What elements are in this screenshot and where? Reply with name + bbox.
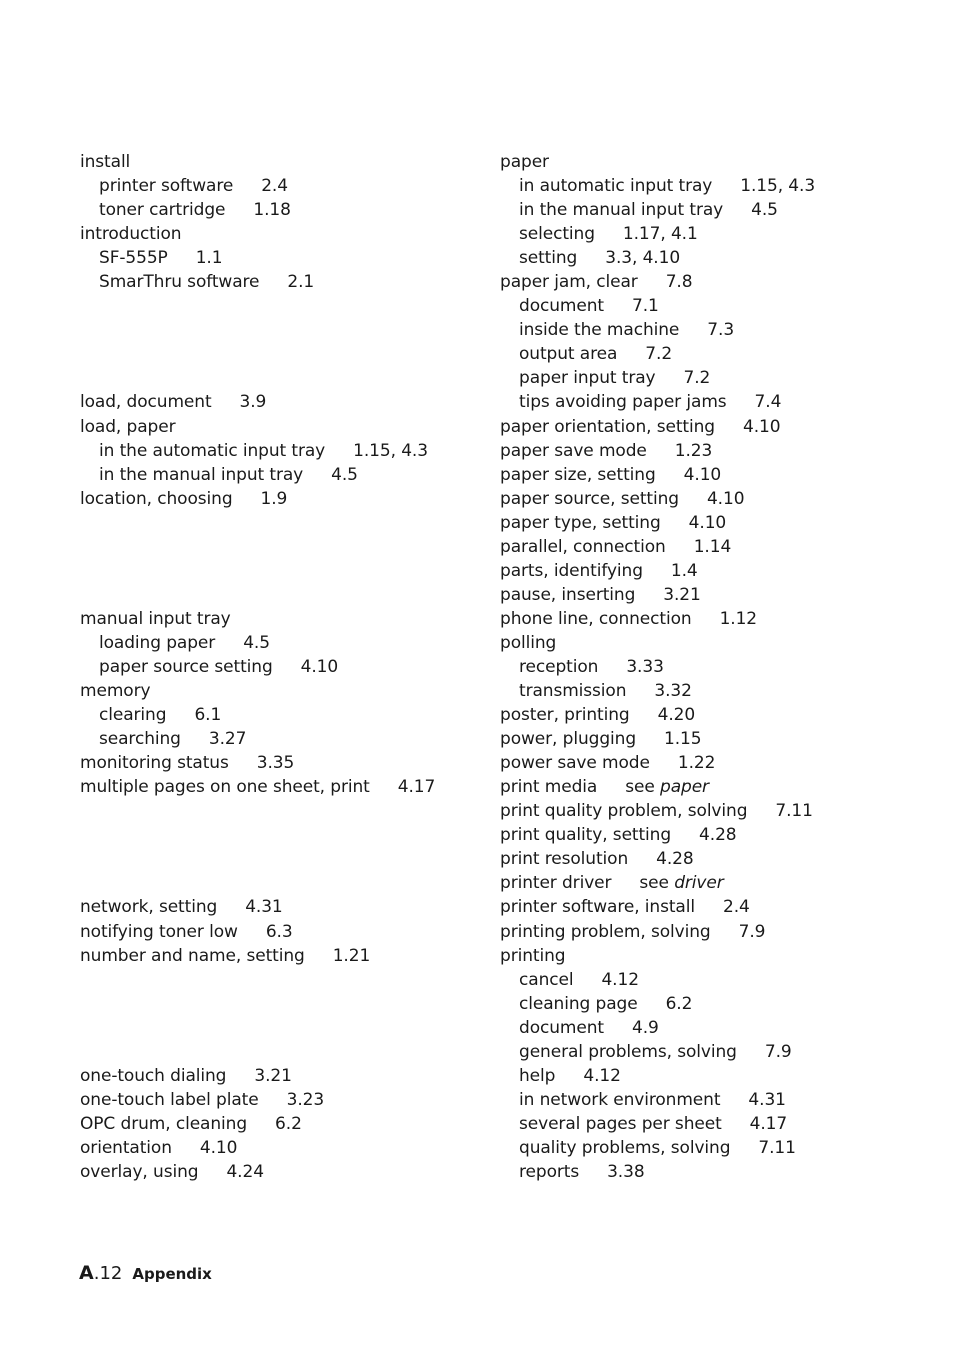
index-spacer — [80, 847, 490, 871]
index-entry — [80, 415, 490, 439]
index-spacer — [80, 511, 490, 535]
index-page-ref: 4.20 — [657, 705, 696, 726]
index-entry — [500, 823, 940, 847]
index-term: several pages per sheet — [519, 1113, 722, 1134]
index-entry — [500, 439, 940, 463]
index-page-ref: 3.27 — [208, 729, 247, 750]
index-page-ref: 1.9 — [260, 488, 288, 509]
page-footer — [79, 1262, 212, 1284]
index-page-ref: 1.17, 4.1 — [622, 224, 698, 245]
index-term: power, plugging — [500, 729, 637, 750]
index-entry — [500, 511, 940, 535]
index-term: polling — [500, 632, 557, 653]
index-spacer — [80, 342, 490, 366]
index-page-ref: 4.12 — [583, 1065, 621, 1086]
index-term: transmission — [519, 681, 627, 702]
index-term: tips avoiding paper jams — [519, 392, 727, 413]
index-page-ref: 4.5 — [331, 464, 358, 485]
index-subentry — [500, 1112, 940, 1136]
index-spacer — [80, 799, 490, 823]
index-page-ref: 7.4 — [754, 392, 782, 413]
index-term: one-touch dialing — [80, 1065, 227, 1086]
index-entry — [500, 463, 940, 487]
index-subentry — [500, 1088, 940, 1112]
index-term: in automatic input tray — [519, 176, 713, 197]
index-page-ref: 4.28 — [656, 849, 694, 870]
index-subentry — [80, 655, 490, 679]
index-subentry — [500, 992, 940, 1016]
index-page-ref: 7.11 — [758, 1137, 796, 1158]
index-term: print media — [500, 777, 598, 798]
index-spacer — [80, 559, 490, 583]
index-page-ref: 3.38 — [607, 1161, 645, 1182]
index-term: install — [80, 152, 131, 172]
index-term: searching — [99, 729, 181, 750]
footer-page-number: .12 — [93, 1263, 123, 1284]
index-term: one-touch label plate — [80, 1089, 259, 1110]
index-entry — [500, 703, 940, 727]
index-term: printing problem, solving — [500, 921, 711, 942]
index-see-term: driver — [674, 873, 724, 894]
index-subentry — [80, 727, 490, 751]
index-page-ref: 7.1 — [631, 296, 659, 317]
index-term: paper jam, clear — [500, 272, 638, 293]
index-term: overlay, using — [80, 1161, 199, 1182]
index-subentry — [500, 342, 940, 366]
index-page-ref: 1.15, 4.3 — [353, 440, 428, 461]
index-see-label: see — [625, 777, 655, 798]
index-subentry — [500, 1016, 940, 1040]
index-term: load, document — [80, 392, 212, 413]
index-term: SF-555P — [99, 248, 168, 269]
index-subentry — [500, 390, 940, 414]
index-page-ref: 1.22 — [677, 753, 716, 774]
index-spacer — [80, 871, 490, 895]
index-term: print quality, setting — [500, 825, 672, 846]
index-term: clearing — [99, 705, 167, 726]
index-page-ref: 1.15, 4.3 — [740, 176, 816, 197]
index-term: introduction — [80, 224, 182, 245]
index-page-ref: 1.21 — [332, 945, 371, 966]
index-term: general problems, solving — [519, 1041, 737, 1062]
index-subentry — [500, 1136, 940, 1160]
index-term: load, paper — [80, 416, 176, 437]
index-term: printer software, install — [500, 897, 695, 918]
index-subentry — [500, 294, 940, 318]
index-term: multiple pages on one sheet, print — [80, 777, 370, 798]
index-term: parts, identifying — [500, 560, 643, 581]
index-entry — [80, 679, 490, 703]
index-term: cancel — [519, 969, 574, 990]
index-entry — [500, 150, 940, 174]
index-page-ref: 7.9 — [764, 1041, 792, 1062]
index-entry — [500, 871, 940, 895]
index-term: print resolution — [500, 849, 629, 870]
index-term: OPC drum, cleaning — [80, 1113, 248, 1134]
index-term: paper orientation, setting — [500, 416, 715, 437]
index-page-ref: 1.12 — [719, 608, 758, 629]
index-subentry — [80, 439, 490, 463]
index-page-ref: 3.21 — [254, 1065, 292, 1086]
index-spacer — [80, 318, 490, 342]
index-entry — [80, 150, 490, 174]
index-page-ref: 3.35 — [256, 753, 295, 774]
index-page-ref: 1.4 — [670, 560, 698, 581]
index-page-ref: 6.2 — [275, 1113, 302, 1134]
index-page-ref: 4.28 — [699, 825, 737, 846]
index-entry — [80, 1064, 490, 1088]
index-term: parallel, connection — [500, 536, 666, 557]
index-term: print quality problem, solving — [500, 801, 748, 822]
index-spacer — [80, 535, 490, 559]
index-term: printer driver — [500, 873, 612, 894]
index-page-ref: 4.10 — [199, 1137, 238, 1158]
index-see-term: paper — [660, 777, 709, 798]
index-entry — [80, 487, 490, 511]
index-entry — [80, 751, 490, 775]
index-page-ref: 4.10 — [688, 512, 727, 533]
index-term: in network environment — [519, 1089, 721, 1110]
index-term: pause, inserting — [500, 584, 636, 605]
index-term: network, setting — [80, 897, 218, 918]
index-subentry — [80, 246, 490, 270]
index-page-ref: 4.10 — [683, 464, 722, 485]
index-page-ref: 3.23 — [286, 1089, 325, 1110]
index-entry — [500, 535, 940, 559]
index-subentry — [500, 1160, 940, 1184]
index-page-ref: 4.17 — [397, 777, 436, 798]
index-entry — [500, 583, 940, 607]
index-spacer — [80, 583, 490, 607]
index-term: notifying toner low — [80, 921, 238, 942]
index-term: number and name, setting — [80, 945, 305, 966]
index-spacer — [80, 294, 490, 318]
index-term: selecting — [519, 224, 595, 245]
index-see-label: see — [639, 873, 669, 894]
index-entry — [500, 799, 940, 823]
index-term: toner cartridge — [99, 200, 226, 221]
index-page-ref: 4.5 — [751, 200, 778, 221]
index-term: paper input tray — [519, 368, 656, 389]
index-term: cleaning page — [519, 993, 638, 1014]
index-subentry — [500, 655, 940, 679]
index-page-ref: 4.5 — [243, 632, 270, 653]
index-entry — [80, 775, 490, 799]
index-page-ref: 3.32 — [654, 681, 692, 702]
index-entry — [80, 944, 490, 968]
index-entry — [80, 1136, 490, 1160]
index-term: orientation — [80, 1137, 172, 1158]
index-entry — [80, 607, 490, 631]
index-subentry — [80, 174, 490, 198]
index-column-right — [500, 150, 940, 1184]
index-page-ref: 4.31 — [748, 1089, 786, 1110]
index-page-ref: 2.4 — [261, 176, 288, 197]
index-entry — [80, 895, 490, 919]
index-page-ref: 3.9 — [239, 392, 267, 413]
index-term: printer software — [99, 176, 234, 197]
index-entry — [500, 847, 940, 871]
index-term: in the manual input tray — [99, 464, 304, 485]
index-subentry — [80, 631, 490, 655]
index-subentry — [500, 366, 940, 390]
index-term: help — [519, 1065, 556, 1086]
index-page-ref: 4.24 — [226, 1161, 264, 1182]
index-term: quality problems, solving — [519, 1137, 731, 1158]
index-term: paper — [500, 152, 549, 172]
index-page-ref: 3.3, 4.10 — [605, 248, 681, 269]
index-term: document — [519, 1017, 604, 1038]
index-page-ref: 1.18 — [253, 200, 291, 221]
index-entry — [500, 775, 940, 799]
index-subentry — [80, 270, 490, 294]
index-subentry — [80, 198, 490, 222]
index-term: loading paper — [99, 632, 216, 653]
index-entry — [500, 920, 940, 944]
index-term: SmarThru software — [99, 272, 260, 293]
index-entry — [500, 415, 940, 439]
index-page-ref: 7.3 — [707, 320, 735, 341]
index-term: paper type, setting — [500, 512, 661, 533]
index-term: paper source, setting — [500, 488, 679, 509]
index-page-ref: 4.17 — [749, 1113, 788, 1134]
index-term: phone line, connection — [500, 608, 692, 629]
index-page-ref: 6.3 — [265, 921, 293, 942]
index-page-ref: 6.1 — [194, 705, 222, 726]
index-page-ref: 7.8 — [665, 272, 693, 293]
index-page-ref: 2.4 — [723, 897, 750, 918]
index-term: inside the machine — [519, 320, 680, 341]
index-page-ref: 4.10 — [706, 488, 745, 509]
index-subentry — [500, 968, 940, 992]
index-page-ref: 7.9 — [738, 921, 766, 942]
index-subentry — [80, 703, 490, 727]
index-entry — [80, 1112, 490, 1136]
index-term: location, choosing — [80, 488, 233, 509]
index-entry — [500, 487, 940, 511]
index-subentry — [500, 246, 940, 270]
index-subentry — [500, 198, 940, 222]
index-page-ref: 1.1 — [195, 248, 223, 269]
index-term: monitoring status — [80, 753, 229, 774]
index-term: manual input tray — [80, 608, 231, 629]
index-spacer — [80, 823, 490, 847]
index-entry — [500, 270, 940, 294]
index-entry — [500, 727, 940, 751]
index-page-ref: 7.2 — [683, 368, 711, 389]
index-page-ref: 3.33 — [626, 656, 664, 677]
index-page-ref: 7.2 — [645, 344, 673, 365]
index-entry — [80, 920, 490, 944]
index-spacer — [80, 366, 490, 390]
index-entry — [500, 559, 940, 583]
index-subentry — [500, 1064, 940, 1088]
index-term: in the manual input tray — [519, 200, 724, 221]
index-term: reports — [519, 1161, 580, 1182]
index-page-ref: 1.15 — [664, 729, 702, 750]
index-subentry — [500, 318, 940, 342]
index-spacer — [80, 1040, 490, 1064]
index-term: output area — [519, 344, 618, 365]
footer-section-label: Appendix — [132, 1265, 212, 1283]
index-term: setting — [519, 248, 578, 269]
index-subentry — [500, 679, 940, 703]
index-term: printing — [500, 945, 566, 966]
index-term: power save mode — [500, 753, 650, 774]
index-page-ref: 7.11 — [775, 801, 813, 822]
index-page-ref: 4.10 — [300, 656, 339, 677]
index-entry — [80, 222, 490, 246]
index-term: paper save mode — [500, 440, 647, 461]
index-entry — [500, 607, 940, 631]
index-term: poster, printing — [500, 705, 630, 726]
index-term: memory — [80, 681, 151, 702]
index-term: paper source setting — [99, 656, 273, 677]
index-page-ref: 3.21 — [663, 584, 701, 605]
index-entry — [500, 944, 940, 968]
index-page-ref: 1.23 — [674, 440, 713, 461]
index-subentry — [80, 463, 490, 487]
index-entry — [80, 390, 490, 414]
index-spacer — [80, 968, 490, 992]
index-spacer — [80, 1016, 490, 1040]
index-term: reception — [519, 656, 599, 677]
index-term: paper size, setting — [500, 464, 656, 485]
index-entry — [500, 751, 940, 775]
index-entry — [80, 1160, 490, 1184]
index-page-ref: 4.31 — [245, 897, 283, 918]
index-spacer — [80, 992, 490, 1016]
index-page-ref: 4.12 — [601, 969, 639, 990]
index-page-ref: 2.1 — [287, 272, 315, 293]
index-column-left — [80, 150, 490, 1184]
index-entry — [80, 1088, 490, 1112]
index-page-ref: 4.9 — [631, 1017, 659, 1038]
index-term: document — [519, 296, 604, 317]
index-term: in the automatic input tray — [99, 440, 326, 461]
index-entry — [500, 895, 940, 919]
index-subentry — [500, 174, 940, 198]
index-page-ref: 6.2 — [665, 993, 693, 1014]
index-page-ref: 1.14 — [693, 536, 732, 557]
index-subentry — [500, 1040, 940, 1064]
footer-section-letter: A — [79, 1262, 94, 1284]
index-subentry — [500, 222, 940, 246]
index-entry — [500, 631, 940, 655]
index-page-ref: 4.10 — [743, 416, 781, 437]
